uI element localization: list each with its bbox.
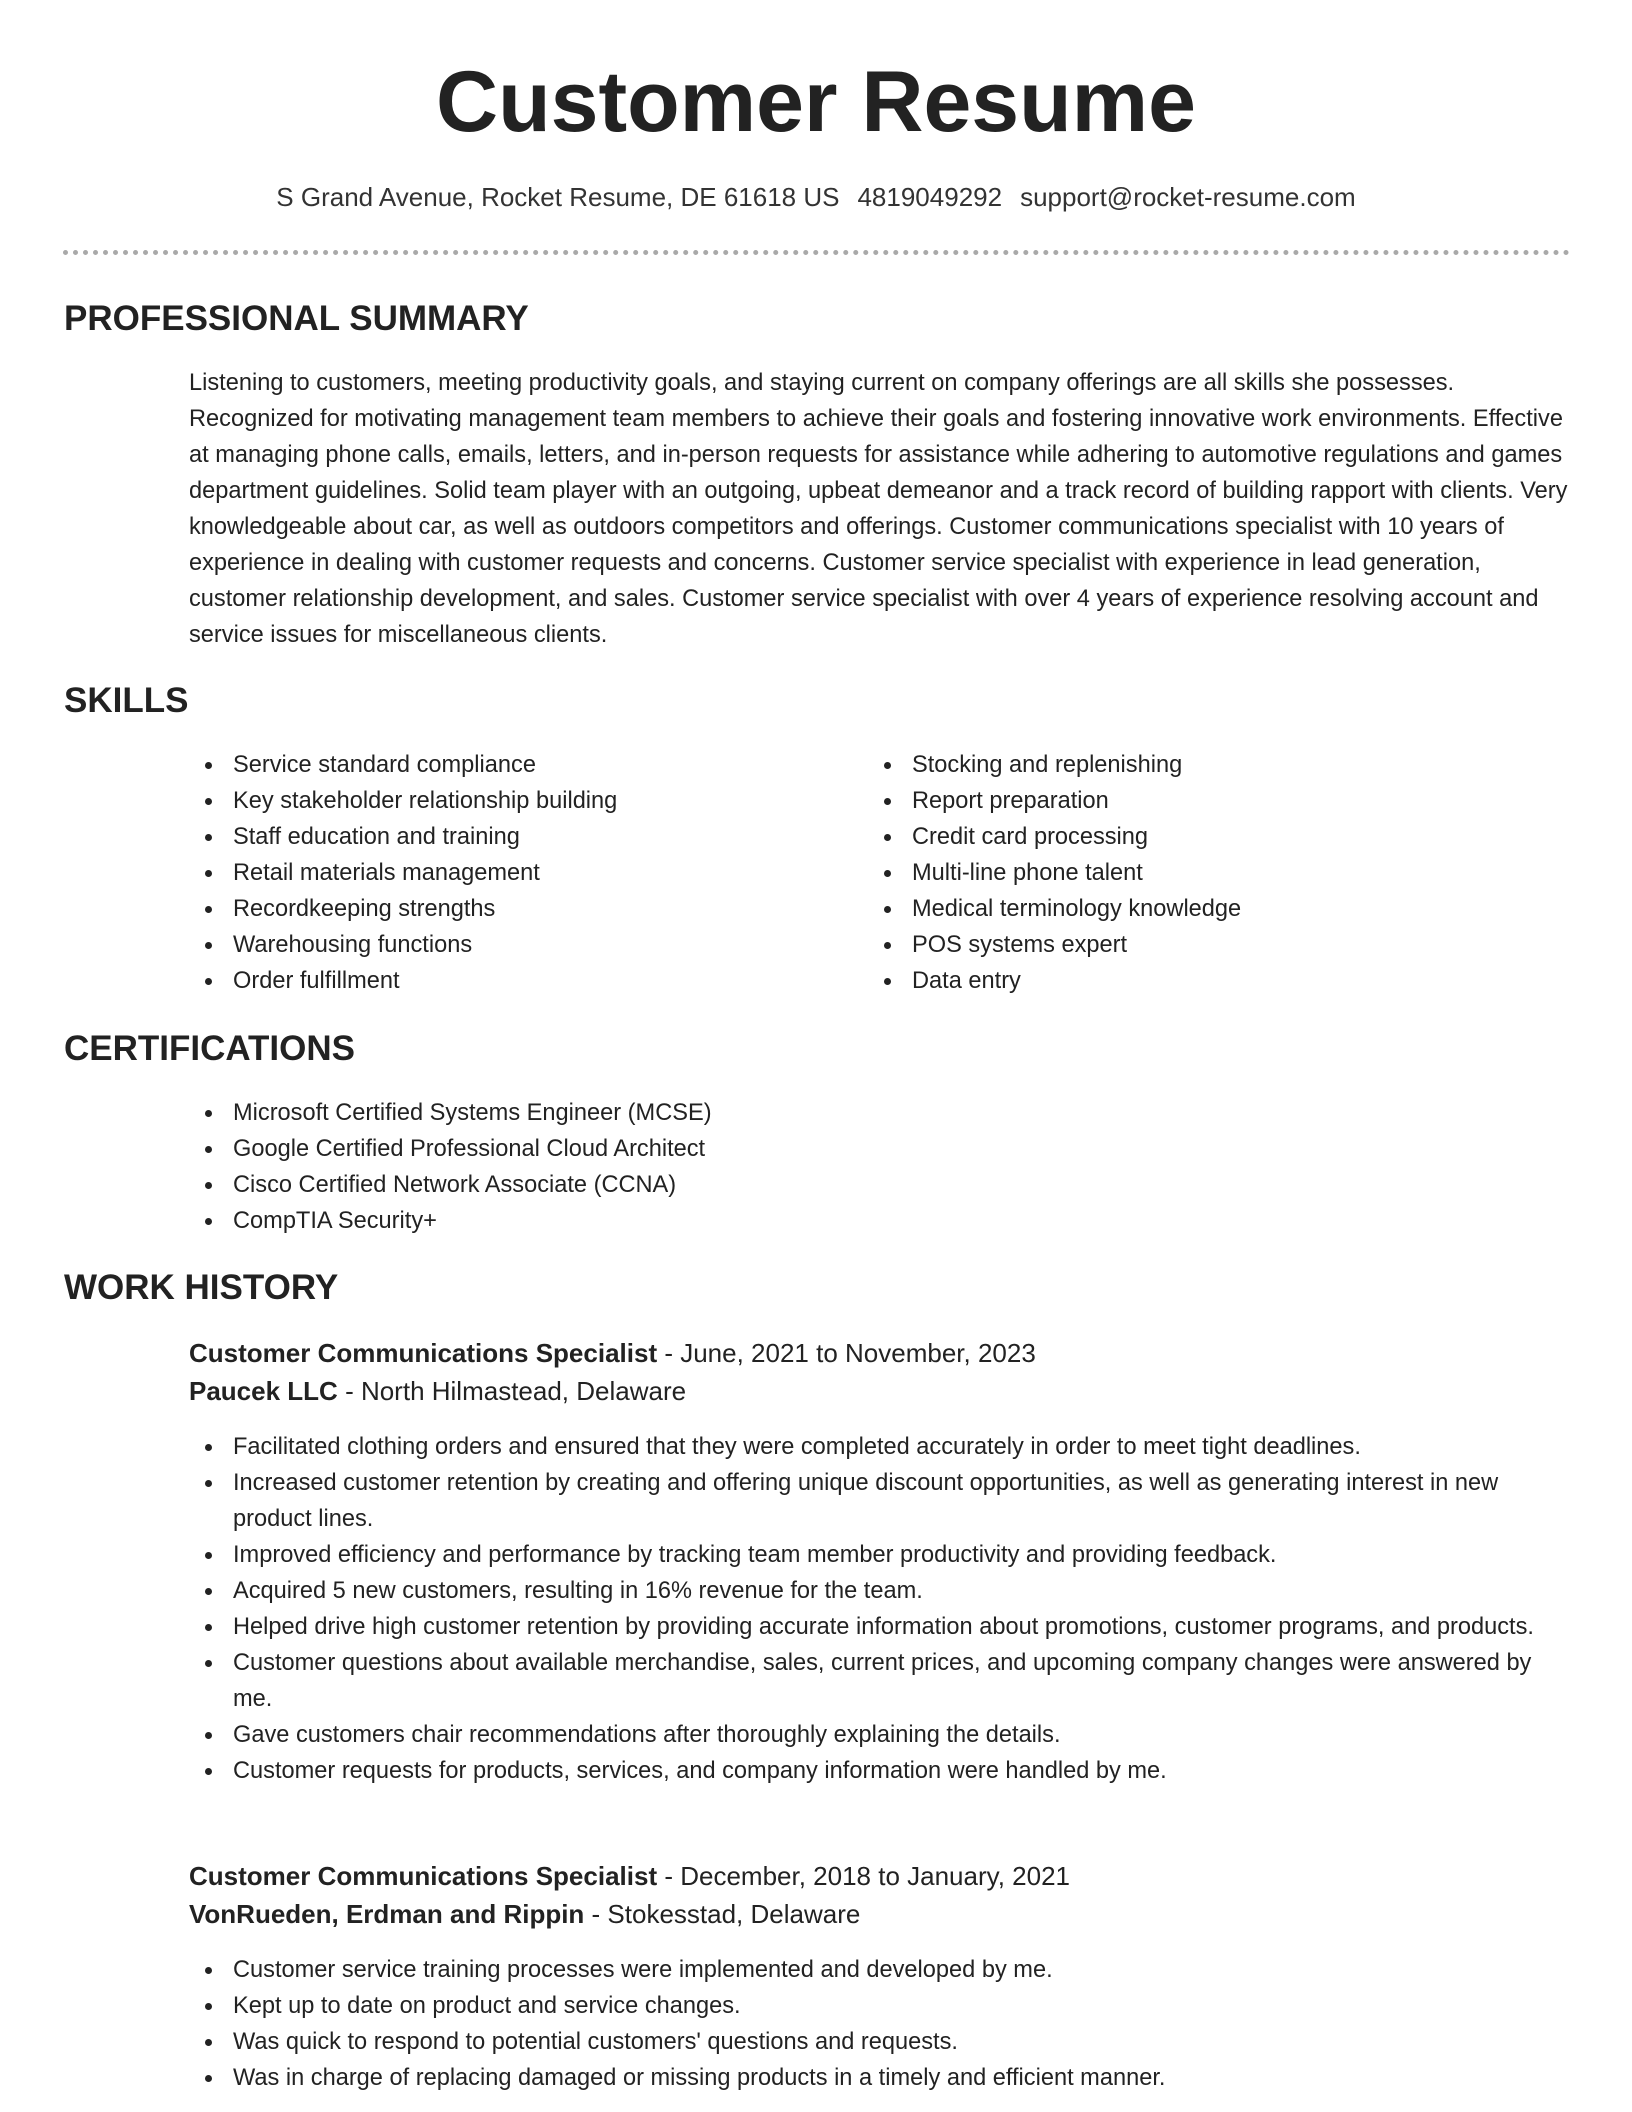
job-bullet: Customer questions about available merchandise, sales, current prices, and upcoming company changes were answered by me. xyxy=(189,1645,1571,1717)
job-bullet: Was in charge of replacing damaged or missing products in a timely and efficient manner. xyxy=(189,2060,1571,2096)
skill-item: Stocking and replenishing xyxy=(868,747,1508,783)
job-bullet: Helped drive high customer retention by providing accurate information about promotions, customer programs, and products. xyxy=(189,1609,1571,1645)
job-bullet: Acquired 5 new customers, resulting in 16% revenue for the team. xyxy=(189,1573,1571,1609)
certification-item: Microsoft Certified Systems Engineer (MCSE) xyxy=(189,1095,1569,1131)
skill-item: Data entry xyxy=(868,963,1508,999)
contact-phone: 4819049292 xyxy=(857,182,1003,212)
skill-item: Service standard compliance xyxy=(189,747,829,783)
job-company: VonRueden, Erdman and Rippin xyxy=(189,1899,585,1929)
summary-text: Listening to customers, meeting productivity goals, and staying current on company offerings are all skills she possesses. Recognized for motivating management team members to achieve their goals and fostering innovative work environments. Effective at managing phone calls, emails, letters, and in-person requests for assistance while adhering to automotive regulations and games department guidelines. Solid team player with an outgoing, upbeat demeanor and a track record of building rapport with clients. Very knowledgeable about car, as well as outdoors competitors and offerings. Customer communications specialist with 10 years of experience in dealing with customer requests and concerns. Customer service specialist with experience in lead generation, customer relationship development, and sales. Customer service specialist with over 4 years of experience resolving account and service issues for miscellaneous clients. xyxy=(189,370,1568,648)
job-bullet: Increased customer retention by creating and offering unique discount opportunities, as well as generating interest in new product lines. xyxy=(189,1465,1571,1537)
certifications-list xyxy=(189,1095,1569,1239)
skills-heading: SKILLS xyxy=(64,681,189,720)
job-dates: - June, 2021 to November, 2023 xyxy=(664,1338,1036,1368)
job-bullet: Gave customers chair recommendations after thoroughly explaining the details. xyxy=(189,1717,1571,1753)
contact-email: support@rocket-resume.com xyxy=(1020,182,1356,212)
job-title: Customer Communications Specialist xyxy=(189,1338,658,1368)
job-bullet: Customer requests for products, services, and company information were handled by me. xyxy=(189,1753,1571,1789)
job-bullet: Was quick to respond to potential customers' questions and requests. xyxy=(189,2024,1571,2060)
job-location: - Stokesstad, Delaware xyxy=(591,1899,861,1929)
summary-heading: PROFESSIONAL SUMMARY xyxy=(64,299,529,338)
certification-item: Cisco Certified Network Associate (CCNA) xyxy=(189,1167,1569,1203)
skills-list-left xyxy=(189,747,829,999)
contact-address: S Grand Avenue, Rocket Resume, DE 61618 US xyxy=(276,182,840,212)
skill-item: Report preparation xyxy=(868,783,1508,819)
contact-info xyxy=(0,181,1632,213)
work-history-heading: WORK HISTORY xyxy=(64,1268,339,1307)
skill-item: Medical terminology knowledge xyxy=(868,891,1508,927)
skill-item: Order fulfillment xyxy=(189,963,829,999)
job-bullet: Customer service training processes were implemented and developed by me. xyxy=(189,1952,1571,1988)
certifications-heading: CERTIFICATIONS xyxy=(64,1029,356,1068)
job-location: - North Hilmastead, Delaware xyxy=(345,1376,687,1406)
job-bullets xyxy=(189,1952,1571,2096)
job-bullets xyxy=(189,1429,1571,1789)
skill-item: Credit card processing xyxy=(868,819,1508,855)
job-bullet: Facilitated clothing orders and ensured that they were completed accurately in order to meet tight deadlines. xyxy=(189,1429,1571,1465)
certification-item: Google Certified Professional Cloud Architect xyxy=(189,1131,1569,1167)
job-company: Paucek LLC xyxy=(189,1376,338,1406)
skill-item: POS systems expert xyxy=(868,927,1508,963)
skill-item: Recordkeeping strengths xyxy=(189,891,829,927)
job-company-line xyxy=(189,1372,686,1410)
skill-item: Multi-line phone talent xyxy=(868,855,1508,891)
skill-item: Warehousing functions xyxy=(189,927,829,963)
skills-list-right xyxy=(868,747,1508,999)
job-bullet: Improved efficiency and performance by tracking team member productivity and providing feedback. xyxy=(189,1537,1571,1573)
job-title-line xyxy=(189,1857,1070,1895)
job-title: Customer Communications Specialist xyxy=(189,1861,658,1891)
job-dates: - December, 2018 to January, 2021 xyxy=(664,1861,1070,1891)
job-title-line xyxy=(189,1334,1036,1372)
resume-name: Customer Resume xyxy=(436,54,1196,150)
skill-item: Retail materials management xyxy=(189,855,829,891)
certification-item: CompTIA Security+ xyxy=(189,1203,1569,1239)
job-company-line xyxy=(189,1895,860,1933)
job-bullet: Kept up to date on product and service changes. xyxy=(189,1988,1571,2024)
header-divider xyxy=(63,250,1570,255)
skill-item: Staff education and training xyxy=(189,819,829,855)
skill-item: Key stakeholder relationship building xyxy=(189,783,829,819)
